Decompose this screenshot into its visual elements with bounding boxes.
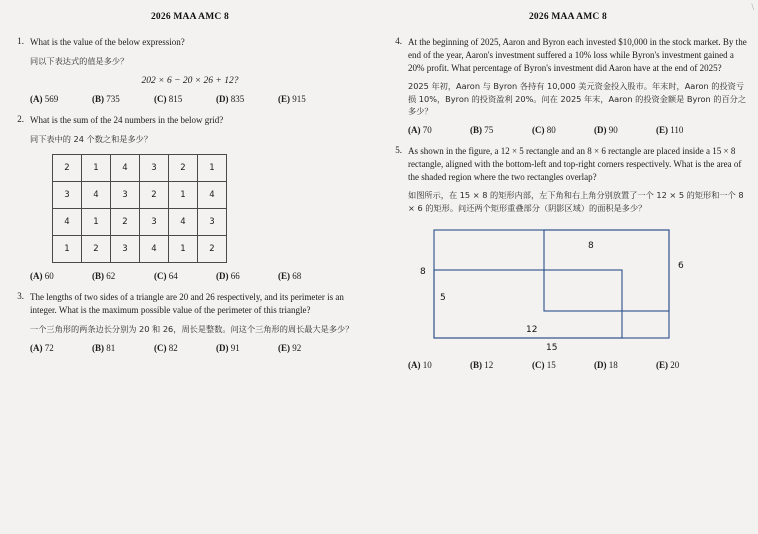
number-grid xyxy=(52,154,372,263)
problem-statement-cn: 如图所示，在 15 × 8 的矩形内部，左下角和右上角分别放置了一个 12 × 5 的矩形和一个 8 × 6 的矩形。问还两个矩形重叠部分（阴影区域）的面积是多少？ xyxy=(408,190,744,213)
grid-cell: 3 xyxy=(140,155,169,182)
choice-b[interactable]: (B) 81 xyxy=(92,342,116,353)
figure-label-15: 15 xyxy=(546,343,558,353)
problem-4-choices xyxy=(408,125,750,135)
choice-c[interactable]: (C) 815 xyxy=(154,94,183,105)
grid-cell: 1 xyxy=(82,209,111,236)
problem-statement: What is the value of the below expression? xyxy=(30,37,185,47)
choice-d[interactable]: (D) 18 xyxy=(594,360,618,371)
problem-3 xyxy=(8,291,372,353)
table-row xyxy=(53,209,227,236)
grid-cell: 3 xyxy=(111,182,140,209)
grid-cell: 4 xyxy=(53,209,82,236)
grid-cell: 3 xyxy=(53,182,82,209)
problem-number: 3. xyxy=(17,291,24,302)
problem-number: 1. xyxy=(17,36,24,46)
problem-4 xyxy=(386,36,750,135)
problem-2 xyxy=(8,114,372,281)
grid-cell: 2 xyxy=(111,209,140,236)
problem-1 xyxy=(8,36,372,104)
figure-label-8-left: 8 xyxy=(420,267,426,278)
grid-cell: 1 xyxy=(82,155,111,182)
choice-b[interactable]: (B) 75 xyxy=(470,125,494,136)
page-header-left: 2026 MAA AMC 8 xyxy=(150,12,229,22)
problem-1-expression: 202 × 6 − 20 × 26 + 12? xyxy=(141,76,239,87)
problem-5-choices xyxy=(408,360,750,370)
problem-statement: As shown in the figure, a 12 × 5 rectangle and an 8 × 6 rectangle are placed inside a 15 × 8 rectangle, aligned with the bottom-left and top-right corners respectively. What is the area of the shaded region where the two rectangles overlap? xyxy=(408,146,742,182)
right-column xyxy=(386,0,750,534)
choice-d[interactable]: (D) 90 xyxy=(594,125,618,136)
grid-cell: 1 xyxy=(198,155,227,182)
choice-a[interactable]: (A) 569 xyxy=(30,94,59,105)
figure-label-12: 12 xyxy=(526,325,538,336)
grid-cell: 4 xyxy=(111,155,140,182)
choice-a[interactable]: (A) 72 xyxy=(30,342,54,353)
grid-cell: 3 xyxy=(140,209,169,236)
problem-statement-cn: 一个三角形的两条边长分别为 20 和 26，周长是整数。问这个三角形的周长最大是多少？ xyxy=(30,323,354,334)
choice-a[interactable]: (A) 60 xyxy=(30,271,54,282)
grid-cell: 2 xyxy=(53,155,82,182)
choice-e[interactable]: (E) 92 xyxy=(278,342,302,353)
problem-statement: At the beginning of 2025, Aaron and Byron each invested $10,000 in the stock market. By the end of the year, Aaron's investment suffered a 10% loss while Byron's investment gained a 20% profit. What percentage of Byron's investment did Aaron have at the end of 2025? xyxy=(408,37,747,73)
grid-cell: 1 xyxy=(53,236,82,263)
choice-a[interactable]: (A) 10 xyxy=(408,360,432,371)
choice-b[interactable]: (B) 62 xyxy=(92,271,116,282)
grid-cell: 4 xyxy=(198,182,227,209)
page-header-right: 2026 MAA AMC 8 xyxy=(528,12,607,22)
choice-b[interactable]: (B) 735 xyxy=(92,94,120,105)
problem-5 xyxy=(386,145,750,370)
problem-statement: The lengths of two sides of a triangle are 20 and 26 respectively, and its perimeter is an integer. What is the maximum possible value of the perimeter of this triangle? xyxy=(30,292,344,315)
corner-mark: \ xyxy=(751,2,754,12)
grid-cell: 2 xyxy=(82,236,111,263)
choice-a[interactable]: (A) 70 xyxy=(408,125,432,136)
problem-3-choices xyxy=(30,343,372,353)
choice-e[interactable]: (E) 68 xyxy=(278,271,302,282)
choice-e[interactable]: (E) 915 xyxy=(278,94,306,105)
choice-d[interactable]: (D) 66 xyxy=(216,271,240,282)
problem-5-figure xyxy=(416,222,716,352)
problem-2-choices xyxy=(30,271,372,281)
grid-cell: 3 xyxy=(198,209,227,236)
choice-c[interactable]: (C) 82 xyxy=(154,342,178,353)
problem-statement-cn: 2025 年初，Aaron 与 Byron 各持有 10,000 美元资金投入股市。年末时，Aaron 的投资亏损 10%，Byron 的投资盈利 20%。问在 2025 年末，Aaron 的投资金额是 Byron 的百分之多少？ xyxy=(408,81,747,116)
choice-e[interactable]: (E) 20 xyxy=(656,360,680,371)
grid-cell: 1 xyxy=(169,236,198,263)
grid-cell: 1 xyxy=(169,182,198,209)
problem-1-choices xyxy=(30,94,372,104)
problem-statement-cn: 同下表中的 24 个数之和是多少？ xyxy=(30,133,153,144)
choice-e[interactable]: (E) 110 xyxy=(656,125,684,136)
figure-label-8-top: 8 xyxy=(588,241,594,252)
grid-cell: 4 xyxy=(140,236,169,263)
grid-cell: 4 xyxy=(169,209,198,236)
problem-number: 4. xyxy=(395,36,402,46)
problem-number: 5. xyxy=(395,145,402,156)
choice-c[interactable]: (C) 15 xyxy=(532,360,556,371)
choice-d[interactable]: (D) 835 xyxy=(216,94,245,105)
choice-c[interactable]: (C) 64 xyxy=(154,271,178,282)
figure-label-6: 6 xyxy=(678,261,684,272)
table-row xyxy=(53,236,227,263)
problem-number: 2. xyxy=(17,114,24,125)
left-column xyxy=(8,0,372,534)
grid-cell: 2 xyxy=(140,182,169,209)
problem-statement: What is the sum of the 24 numbers in the below grid? xyxy=(30,115,224,126)
figure-label-5: 5 xyxy=(440,293,446,304)
grid-cell: 3 xyxy=(111,236,140,263)
grid-cell: 2 xyxy=(198,236,227,263)
table-row xyxy=(53,182,227,209)
choice-b[interactable]: (B) 12 xyxy=(470,360,494,371)
choice-d[interactable]: (D) 91 xyxy=(216,342,240,353)
problem-statement-cn: 同以下表达式的值是多少？ xyxy=(30,55,129,66)
grid-cell: 4 xyxy=(82,182,111,209)
grid-cell: 2 xyxy=(169,155,198,182)
table-row xyxy=(53,155,227,182)
choice-c[interactable]: (C) 80 xyxy=(532,125,556,136)
